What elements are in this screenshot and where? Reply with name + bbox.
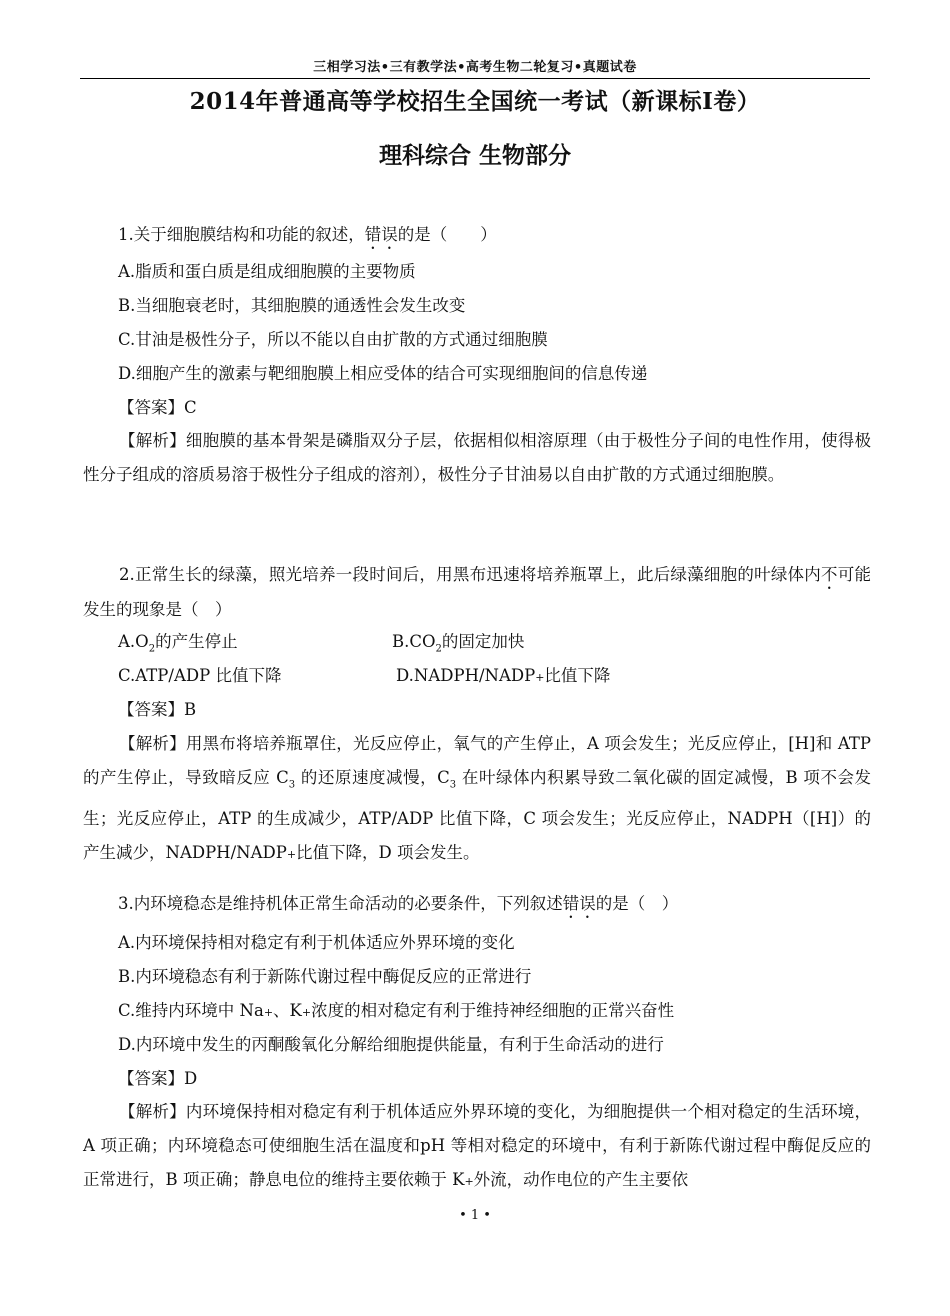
q1-stem: 1.关于细胞膜结构和功能的叙述，错误的是（ ） [118, 225, 497, 244]
q2-option-d: D.NADPH/NADP+比值下降 [396, 666, 611, 685]
q3-option-c: C.维持内环境中 Na+、K+浓度的相对稳定有利于维持神经细胞的正常兴奋性 [118, 1001, 675, 1020]
q1-answer: 【答案】C [118, 398, 197, 417]
q1-analysis: 【解析】细胞膜的基本骨架是磷脂双分子层，依据相似相溶原理（由于极性分子间的电性作用，使得极性分子组成的溶质易溶于极性分子组成的溶剂），极性分子甘油易以自由扩散的方式通过细胞膜。 [83, 431, 871, 484]
exam-subtitle: 理科综合 生物部分 [378, 142, 571, 169]
exam-title: 2014年普通高等学校招生全国统一考试（新课标Ⅰ卷） [189, 88, 761, 115]
q2-option-c: C.ATP/ADP 比值下降 [118, 666, 282, 685]
q2-analysis: 【解析】用黑布将培养瓶罩住，光反应停止，氧气的产生停止，A 项会发生；光反应停止，[H]和 ATP 的产生停止，导致暗反应 $C_3$ 的还原速度减慢，$C_3$ 在叶绿体内积累导致二氧化碳的固定减慢，B 项不会发生；光反应停止，ATP 的生成减少，ATP/ADP 比值下降，C 项会发生；光反应停止，NADPH（[H]）的产生减少，NADPH/NADP+比值下降，D 项会发生。 [83, 734, 872, 863]
page-number: • 1 • [459, 1208, 491, 1223]
q3-option-d: D.内环境中发生的丙酮酸氧化分解给细胞提供能量，有利于生命活动的进行 [118, 1035, 664, 1054]
q1-option-d: D.细胞产生的激素与靶细胞膜上相应受体的结合可实现细胞间的信息传递 [118, 364, 648, 383]
q2-option-b: $B.CO_2$的固定加快 [392, 632, 525, 655]
q3-option-b: B.内环境稳态有利于新陈代谢过程中酶促反应的正常进行 [118, 967, 532, 986]
q1-option-b: B.当细胞衰老时，其细胞膜的通透性会发生改变 [118, 296, 466, 315]
q3-answer: 【答案】D [118, 1069, 198, 1088]
q3-stem: 3.内环境稳态是维持机体正常生命活动的必要条件，下列叙述错误的是（ ） [118, 894, 679, 913]
running-header: 三相学习法•三有教学法•高考生物二轮复习•真题试卷 [80, 58, 870, 79]
q3-analysis: 【解析】内环境保持相对稳定有利于机体适应外界环境的变化，为细胞提供一个相对稳定的生活环境，A 项正确；内环境稳态可使细胞生活在温度和pH 等相对稳定的环境中，有利于新陈代谢过程中酶促反应的正常进行，B 项正确；静息电位的维持主要依赖于 K+外流，动作电位的产生主要依 [83, 1102, 871, 1189]
q1-emphasis: 错误 [364, 225, 398, 244]
q1-option-c: C.甘油是极性分子，所以不能以自由扩散的方式通过细胞膜 [118, 330, 548, 349]
q2-stem: 2.正常生长的绿藻，照光培养一段时间后，用黑布迅速将培养瓶罩上，此后绿藻细胞的叶绿体内不可能发生的现象是（ ） [83, 565, 871, 619]
q2-option-a: $A.O_2$的产生停止 [118, 632, 238, 655]
q1-option-a: A.脂质和蛋白质是组成细胞膜的主要物质 [118, 262, 416, 281]
q3-option-a: A.内环境保持相对稳定有利于机体适应外界环境的变化 [118, 933, 515, 952]
q2-emphasis: 不 [821, 565, 838, 584]
q2-answer: 【答案】B [118, 700, 197, 719]
q3-emphasis: 错误 [562, 894, 596, 913]
